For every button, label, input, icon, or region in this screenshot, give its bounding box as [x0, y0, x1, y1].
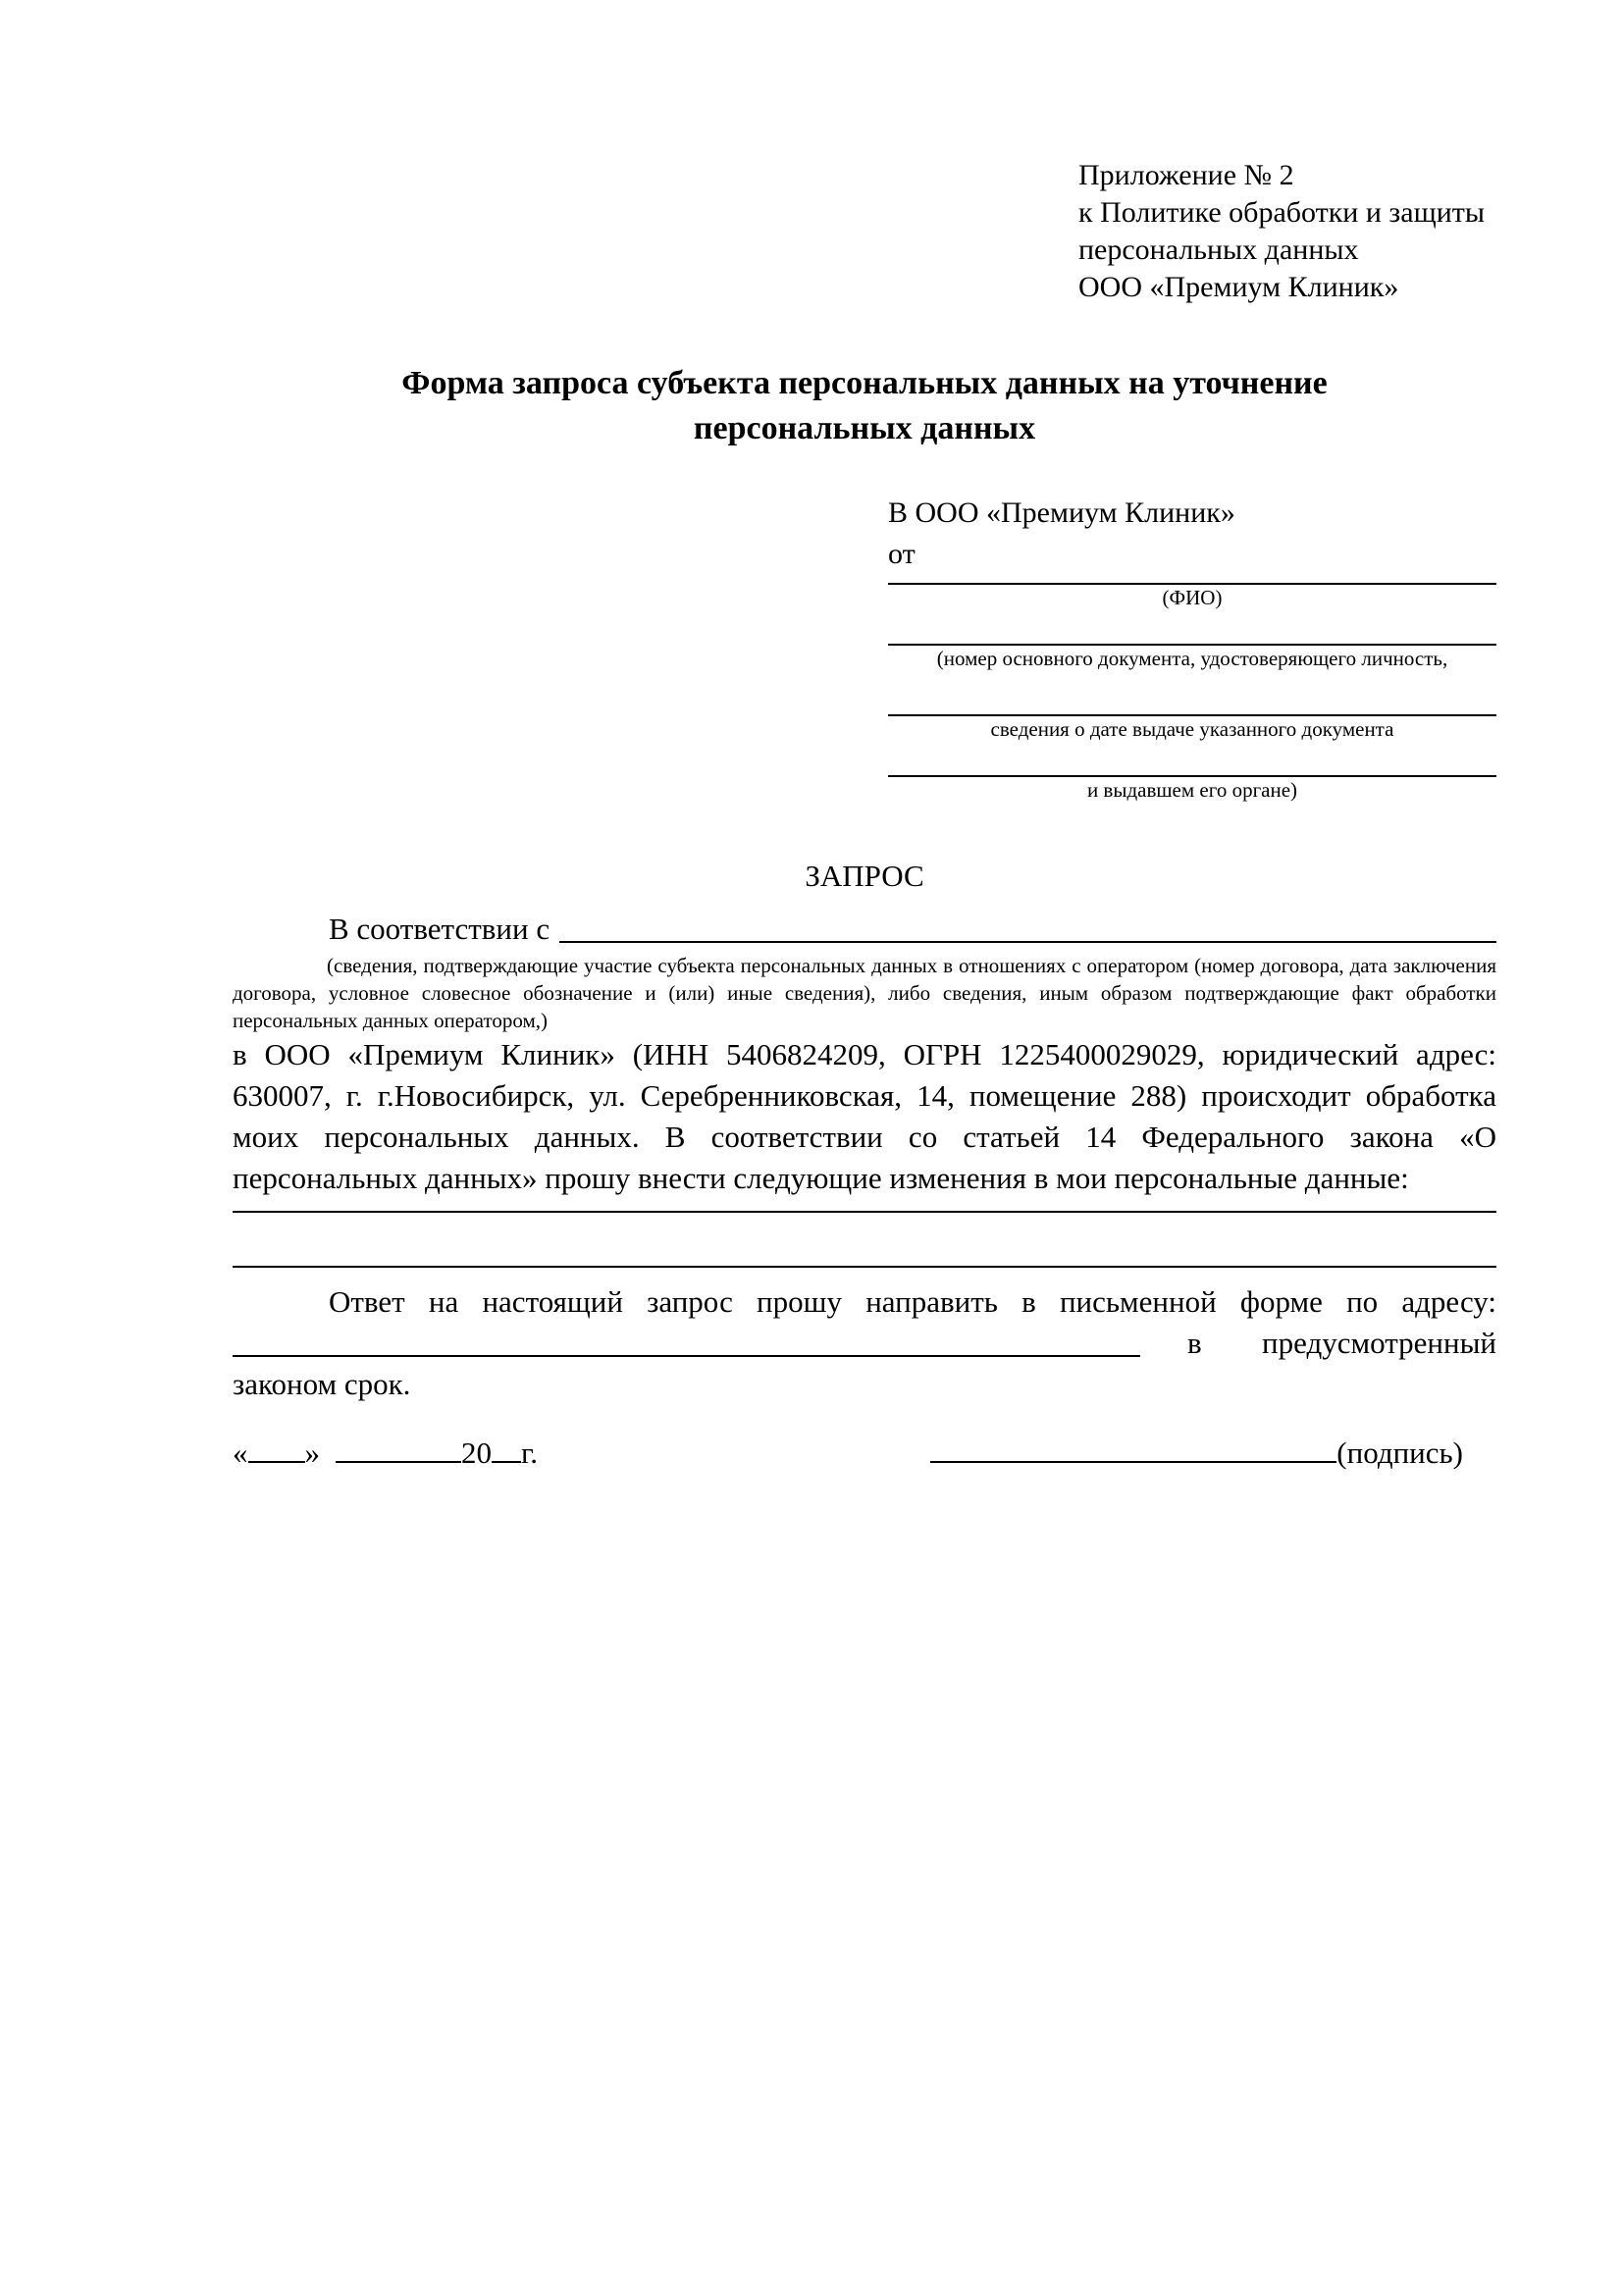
- appendix-line: персональных данных: [1078, 234, 1359, 266]
- document-number-caption: (номер основного документа, удостоверяющего личность,: [936, 647, 1448, 670]
- reply-paragraph: Ответ на настоящий запрос прошу направить в письменной форме по адресу:: [329, 1284, 1496, 1319]
- form-title-line1: Форма запроса субъекта персональных данных на уточнение: [401, 365, 1328, 401]
- date-field: [233, 1433, 538, 1474]
- request-heading: ЗАПРОС: [805, 859, 924, 893]
- year-suffix: г.: [521, 1435, 538, 1470]
- appendix-line: Приложение № 2: [1078, 159, 1294, 191]
- address-blank-line: [233, 1355, 1140, 1357]
- changes-blank-line-2: [233, 1266, 1496, 1268]
- appendix-note: [1078, 157, 1496, 306]
- form-title-line2: персональных данных: [693, 410, 1036, 446]
- signature-field: [930, 1433, 1463, 1474]
- issue-date-caption: сведения о дате выдаче указанного документа: [990, 717, 1394, 741]
- date-signature-row: [233, 1433, 1496, 1474]
- changes-blank-line-1: [233, 1211, 1496, 1213]
- date-quote-close: »: [304, 1435, 320, 1470]
- appendix-line: ООО «Премиум Клиник»: [1078, 271, 1399, 303]
- reply-word: предусмотренный: [1262, 1326, 1496, 1360]
- addressee-block: [888, 493, 1496, 803]
- form-title: [233, 361, 1496, 451]
- reply-conjunction: в: [1187, 1326, 1202, 1360]
- date-quote-open: «: [233, 1435, 248, 1470]
- appendix-line: к Политике обработки и защиты: [1078, 196, 1486, 229]
- year-blank-line: [492, 1461, 521, 1463]
- signature-caption: (подпись): [1336, 1435, 1463, 1470]
- accordance-row: [233, 909, 1496, 950]
- month-blank-line: [336, 1461, 461, 1463]
- reply-address-row: [233, 1323, 1496, 1364]
- day-blank-line: [248, 1461, 305, 1463]
- page-content: [233, 157, 1496, 1474]
- accordance-prefix: В соответствии с: [329, 912, 550, 946]
- issuer-caption: и выдавшем его органе): [1086, 778, 1298, 802]
- year-prefix: 20: [461, 1435, 492, 1470]
- explanatory-note: (сведения, подтверждающие участие субъекта персональных данных в отношениях с оператором (номер договора, дата заключения договора, условное словесное обозначение и (или) иные сведения), либо сведения, иным образом подтверждающие факт обработки персональных данных оператором,): [233, 954, 1496, 1032]
- request-body-text: в ООО «Премиум Клиник» (ИНН 5406824209, ОГРН 1225400029029, юридический адрес: 630007, г. г.Новосибирск, ул. Серебренниковская, 14, помещение 288) происходит обработка моих персональных данных. В соответствии со статьей 14 Федерального закона «О персональных данных» прошу внести следующие изменения в мои персональные данные:: [233, 1037, 1496, 1195]
- addressee-from-label: от: [888, 538, 916, 570]
- reply-tail: законом срок.: [233, 1367, 411, 1401]
- addressee-to: В ООО «Премиум Клиник»: [888, 496, 1235, 529]
- accordance-blank-line: [559, 941, 1496, 943]
- fio-caption: (ФИО): [1162, 586, 1223, 609]
- signature-blank-line: [930, 1461, 1336, 1463]
